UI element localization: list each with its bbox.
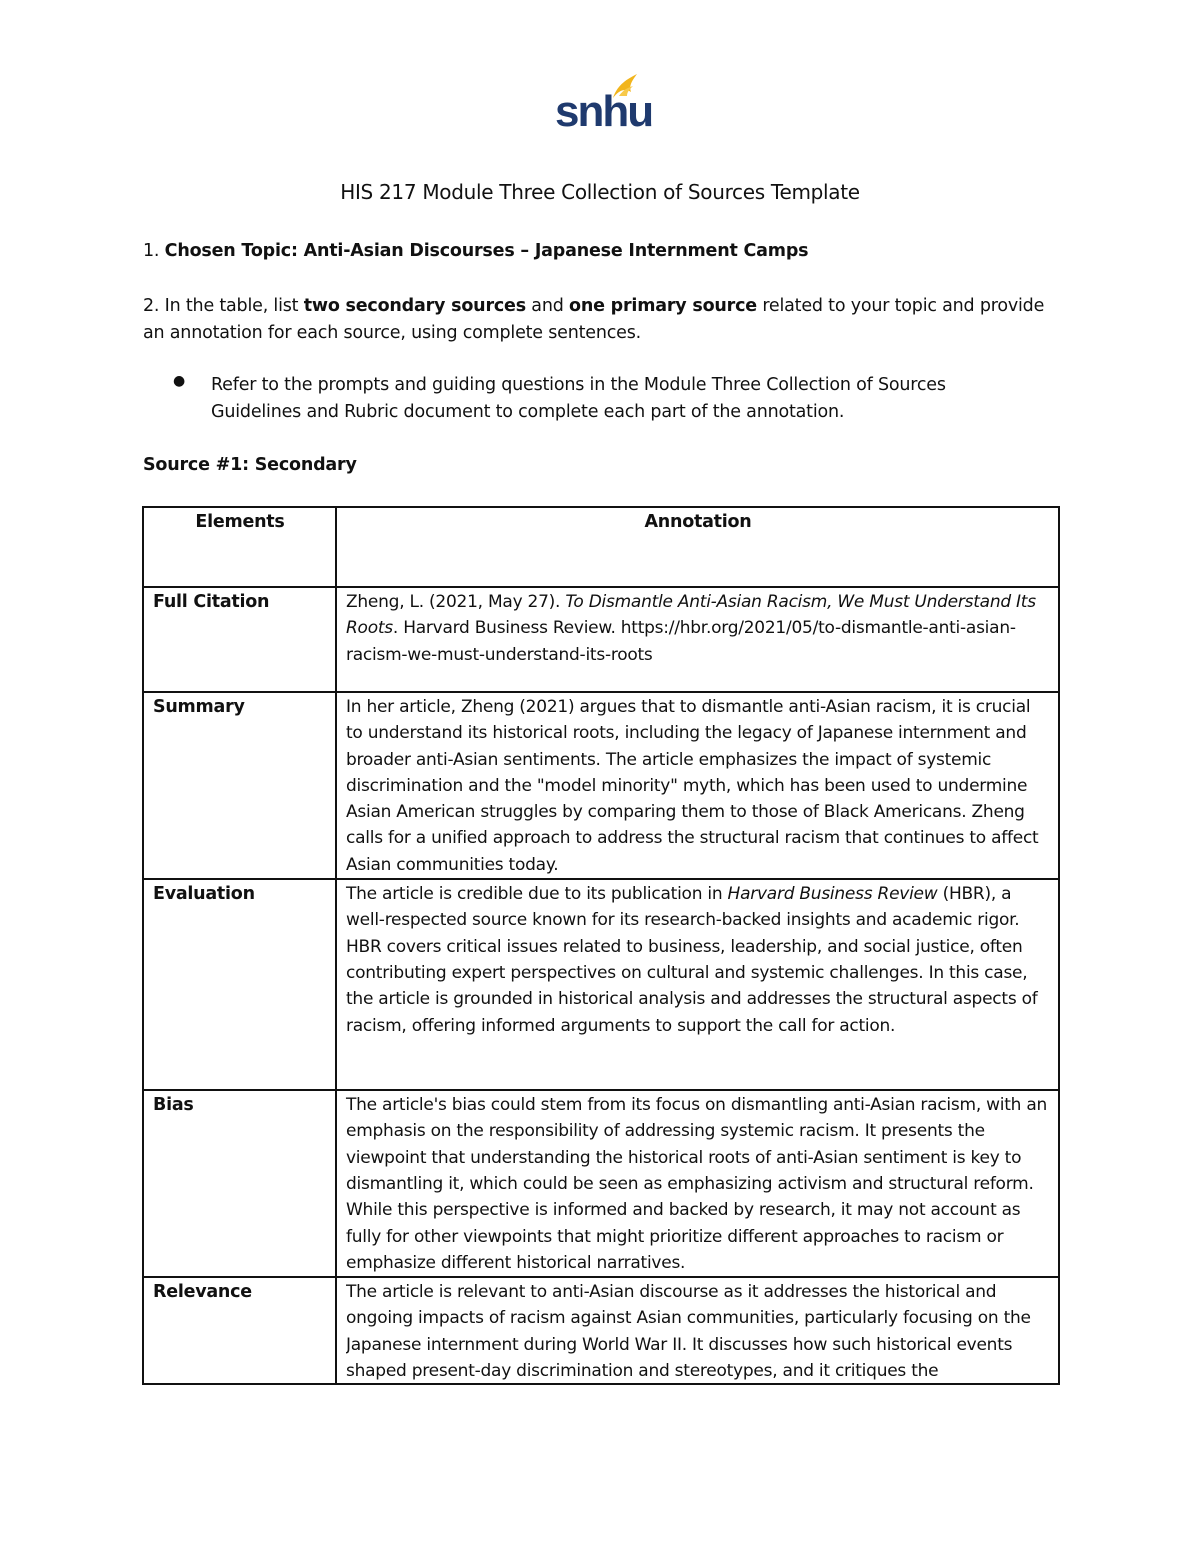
snhu-logo xyxy=(553,72,653,136)
instruction-text: and xyxy=(525,296,569,316)
chosen-topic xyxy=(143,241,808,261)
page-title: HIS 217 Module Three Collection of Sources Template xyxy=(340,180,860,204)
instruction-text: related to your topic and provide an annotation for each source, using complete sentences. xyxy=(143,296,1045,343)
header-annotation: Annotation xyxy=(336,507,1059,587)
evaluation-publication: Harvard Business Review xyxy=(727,884,938,905)
citation-title: To Dismantle Anti-Asian Racism, We Must Understand Its Roots xyxy=(346,592,1036,639)
annotation-table xyxy=(142,506,1060,1385)
citation-suffix: . Harvard Business Review. https://hbr.org/2021/05/to-dismantle-anti-asian-racism-we-must-understand-its-roots xyxy=(346,618,1016,665)
bullet-icon: ● xyxy=(173,373,186,389)
row-label-evaluation: Evaluation xyxy=(143,879,336,1090)
topic-number: 1. xyxy=(143,241,160,261)
table-row xyxy=(143,879,1059,1090)
instruction-bold-secondary: two secondary sources xyxy=(303,296,526,316)
table-row xyxy=(143,692,1059,879)
summary-cell: In her article, Zheng (2021) argues that to dismantle anti-Asian racism, it is crucial to understand its historical roots, including the legacy of Japanese internment and broader anti-Asian sentiments. The article emphasizes the impact of systemic discrimination and the "model minority" myth, which has been used to undermine Asian American struggles by comparing them to those of Black Americans. Zheng calls for a unified approach to address the structural racism that continues to affect Asian communities today. xyxy=(336,692,1059,879)
bullet-text: Refer to the prompts and guiding questions in the Module Three Collection of Sources Guidelines and Rubric document to complete each part of the annotation. xyxy=(211,375,946,422)
table-row xyxy=(143,1277,1059,1384)
bias-cell: The article's bias could stem from its focus on dismantling anti-Asian racism, with an emphasis on the responsibility of addressing systemic racism. It presents the viewpoint that understanding the historical roots of anti-Asian sentiment is key to dismantling it, which could be seen as emphasizing activism and structural reform. While this perspective is informed and backed by research, it may not account as fully for other viewpoints that might prioritize different approaches to racism or emphasize different historical narratives. xyxy=(336,1090,1059,1277)
table-row xyxy=(143,587,1059,692)
header-elements: Elements xyxy=(143,507,336,587)
instruction-number: 2. xyxy=(143,296,160,316)
topic-label: Chosen Topic: Anti-Asian Discourses – Japanese Internment Camps xyxy=(164,241,809,261)
evaluation-suffix: (HBR), a well-respected source known for its research-backed insights and academic rigor. HBR covers critical issues related to business, leadership, and social justice, often contributing expert perspectives on cultural and systemic challenges. In this case, the article is grounded in historical analysis and addresses the structural aspects of racism, offering informed arguments to support the call for action. xyxy=(346,884,1038,1036)
relevance-cell xyxy=(336,1277,1059,1384)
relevance-text: The article is relevant to anti-Asian discourse as it addresses the historical and ongoing impacts of racism against Asian communities, particularly focusing on the Japanese internment during World War II. It discusses how such historical events shaped present-day discrimination and stereotypes, and it critiques the xyxy=(346,1282,1031,1382)
row-label-bias: Bias xyxy=(143,1090,336,1277)
citation-cell xyxy=(336,587,1059,692)
source-heading: Source #1: Secondary xyxy=(143,455,357,475)
row-label-relevance: Relevance xyxy=(143,1277,336,1384)
logo-text: snhu xyxy=(555,87,653,136)
instruction-paragraph xyxy=(143,293,1063,346)
instruction-text: In the table, list xyxy=(164,296,304,316)
row-label-summary: Summary xyxy=(143,692,336,879)
evaluation-cell xyxy=(336,879,1059,1090)
row-label-citation: Full Citation xyxy=(143,587,336,692)
evaluation-prefix: The article is credible due to its publication in xyxy=(346,884,728,905)
instruction-bold-primary: one primary source xyxy=(569,296,757,316)
citation-prefix: Zheng, L. (2021, May 27). xyxy=(346,592,566,612)
table-row xyxy=(143,1090,1059,1277)
table-header-row xyxy=(143,507,1059,587)
